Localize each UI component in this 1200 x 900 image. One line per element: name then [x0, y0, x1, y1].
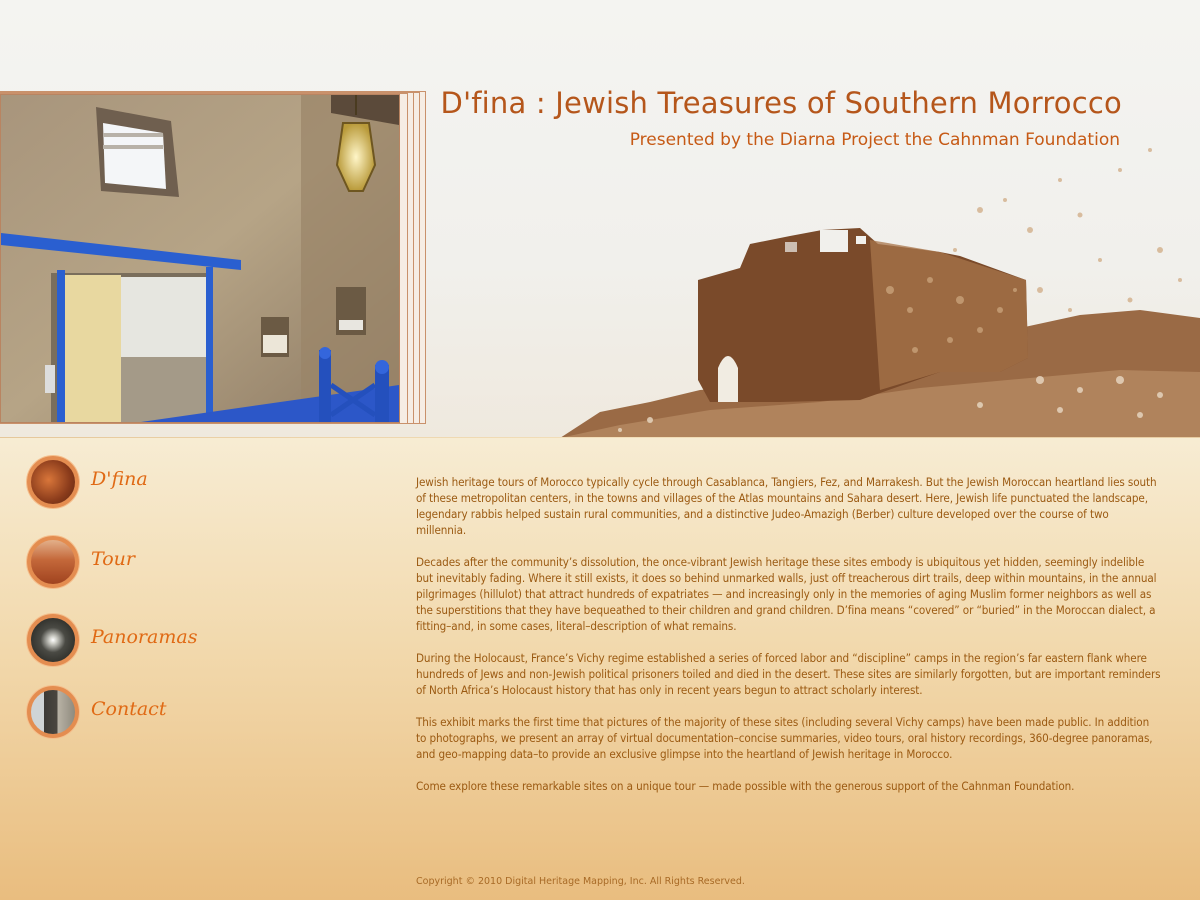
nav-label-dfina: D'fina: [91, 468, 148, 490]
intro-paragraph: This exhibit marks the first time that pictures of the majority of these sites (including several Vichy camps) have been made public. In addition to photographs, we present an array of virtual documentation–concise summaries, video tours, oral history recordings, 360-degree panoramas, and geo-mapping data–to provide an exclusive glimpse into the heartland of Jewish heritage in Morocco.: [416, 715, 1153, 761]
intro-paragraph: During the Holocaust, France’s Vichy regime established a series of forced labor and “discipline” camps in the region’s far eastern flank where hundreds of Jews and non-Jewish political prisoners toiled and died in the desert. These sites are similarly forgotten, but are important reminders of North Africa’s Holocaust history that has only in recent years begun to attract scholarly interest.: [416, 651, 1161, 697]
intro-paragraph: Decades after the community’s dissolution, the once-vibrant Jewish heritage these sites embody is ubiquitous yet hidden, seemingly indelible but inevitably fading. Where it still exists, it does so behind unmarked walls, just off treacherous dirt trails, deep within mountains, in the annual pilgrimages (hillulot) that attract hundreds of expatriates — and increasingly only in the memories of aging Muslim former neighbors as well as the superstitions that they have bequeathed to their children and grand children. D’fina means “covered” or “buried” in the Moroccan dialect, a fitting–and, in some cases, literal–description of what remains.: [416, 555, 1157, 633]
nav-item-dfina[interactable]: [27, 456, 247, 508]
site-title: D'fina : Jewish Treasures of Southern Morrocco: [440, 86, 1122, 120]
contact-thumbnail-icon: [27, 686, 79, 738]
panoramas-thumbnail-icon: [27, 614, 79, 666]
nav-label-panoramas: Panoramas: [91, 626, 198, 648]
tour-thumbnail-icon: [27, 536, 79, 588]
intro-paragraph: Come explore these remarkable sites on a unique tour — made possible with the generous support of the Cahnman Foundation.: [416, 779, 1075, 793]
intro-paragraph: Jewish heritage tours of Morocco typically cycle through Casablanca, Tangiers, Fez, and Marrakesh. But the Jewish Moroccan heartland lies south of these metropolitan centers, in the towns and villages of the Atlas mountains and Sahara desert. Here, Jewish life punctuated the landscape, legendary rabbis helped sustain rural communities, and a distinctive Judeo-Amazigh (Berber) culture developed over the course of two millennia.: [416, 475, 1157, 537]
copyright-footer: Copyright © 2010 Digital Heritage Mapping, Inc. All Rights Reserved.: [416, 876, 745, 887]
header: [0, 0, 1200, 438]
nav-item-panoramas[interactable]: [27, 614, 247, 666]
nav-item-tour[interactable]: [27, 536, 247, 588]
header-photo-synagogue-interior: [0, 94, 400, 423]
nav-item-contact[interactable]: [27, 686, 247, 738]
site-subtitle: Presented by the Diarna Project the Cahnman Foundation: [629, 130, 1120, 150]
dfina-thumbnail-icon: [27, 456, 79, 508]
intro-text: [416, 474, 1161, 810]
nav-label-tour: Tour: [91, 548, 135, 570]
kasbah-ruin-illustration: [560, 140, 1200, 438]
nav-label-contact: Contact: [91, 698, 167, 720]
